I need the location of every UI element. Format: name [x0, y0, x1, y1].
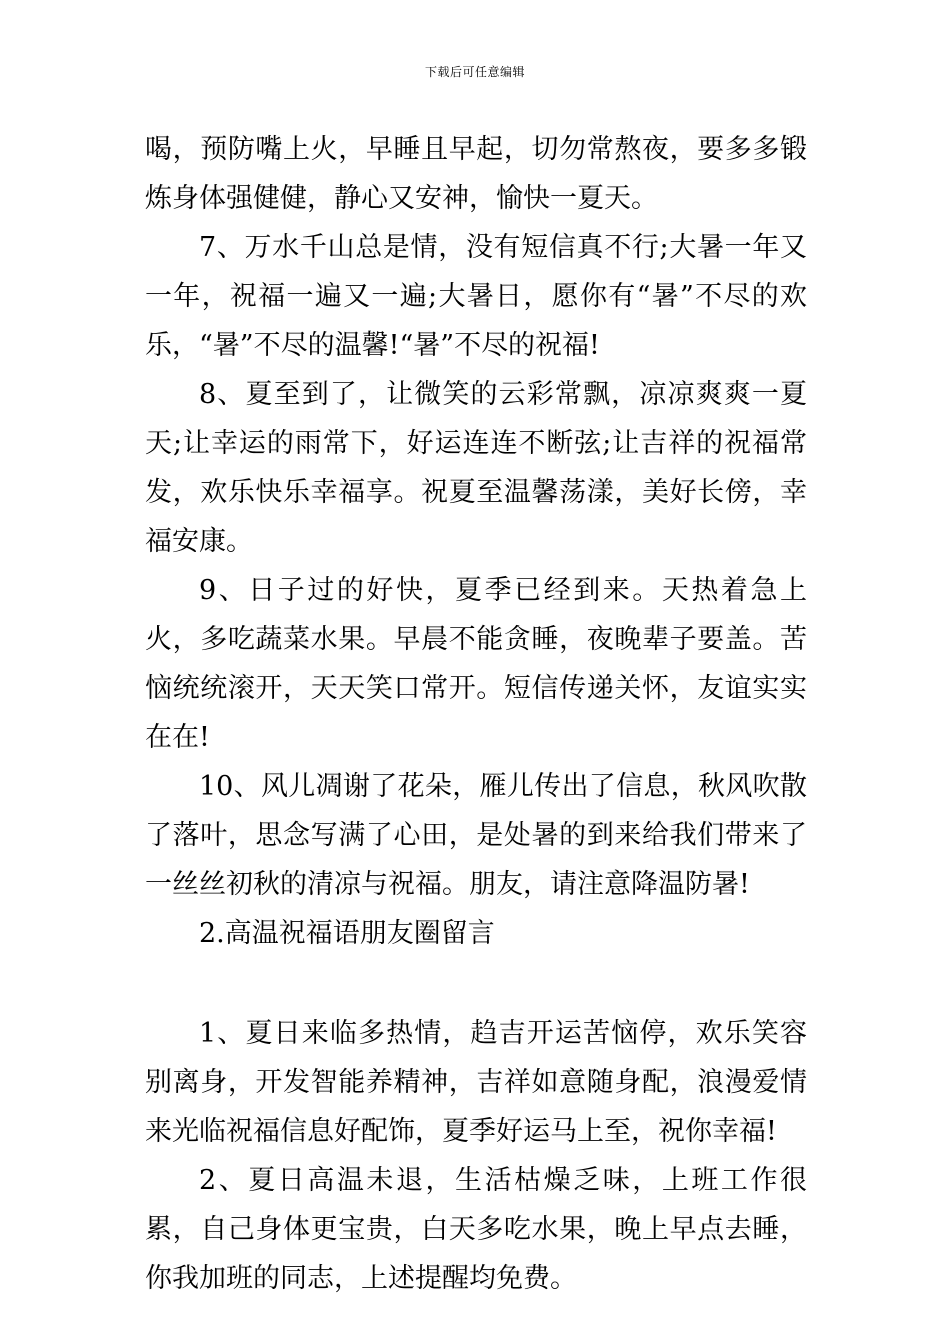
paragraph-item-9: 9、日子过的好快，夏季已经到来。天热着急上火，多吃蔬菜水果。早晨不能贪睡，夜晚辈子要盖。苦恼统统滚开，天天笑口常开。短信传递关怀，友谊实实在在!	[145, 575, 807, 753]
paragraph-item-7: 7、万水千山总是情，没有短信真不行;大暑一年又一年，祝福一遍又一遍;大暑日，愿你有“暑”不尽的欢乐，“暑”不尽的温馨!“暑”不尽的祝福!	[145, 232, 807, 361]
document-body	[145, 125, 807, 1303]
section-heading: 2.高温祝福语朋友圈留言	[199, 918, 495, 949]
paragraph-item-1: 1、夏日来临多热情，趋吉开运苦恼停，欢乐笑容别离身，开发智能养精神，吉祥如意随身配，浪漫爱情来光临祝福信息好配饰，夏季好运马上至，祝你幸福!	[145, 1018, 807, 1147]
paragraph-continuation: 喝，预防嘴上火，早睡且早起，切勿常熬夜，要多多锻炼身体强健健，静心又安神，愉快一夏天。	[145, 134, 807, 214]
paragraph-item-10: 10、风儿凋谢了花朵，雁儿传出了信息，秋风吹散了落叶，思念写满了心田，是处暑的到来给我们带来了一丝丝初秋的清凉与祝福。朋友，请注意降温防暑!	[145, 771, 807, 900]
page-header-note: 下载后可任意编辑	[424, 65, 525, 79]
paragraph-item-8: 8、夏至到了，让微笑的云彩常飘，凉凉爽爽一夏天;让幸运的雨常下，好运连连不断弦;让吉祥的祝福常发，欢乐快乐幸福享。祝夏至温馨荡漾，美好长傍，幸福安康。	[145, 379, 807, 557]
paragraph-item-2: 2、夏日高温未退，生活枯燥乏味，上班工作很累，自己身体更宝贵，白天多吃水果，晚上早点去睡，你我加班的同志，上述提醒均免费。	[145, 1165, 807, 1294]
